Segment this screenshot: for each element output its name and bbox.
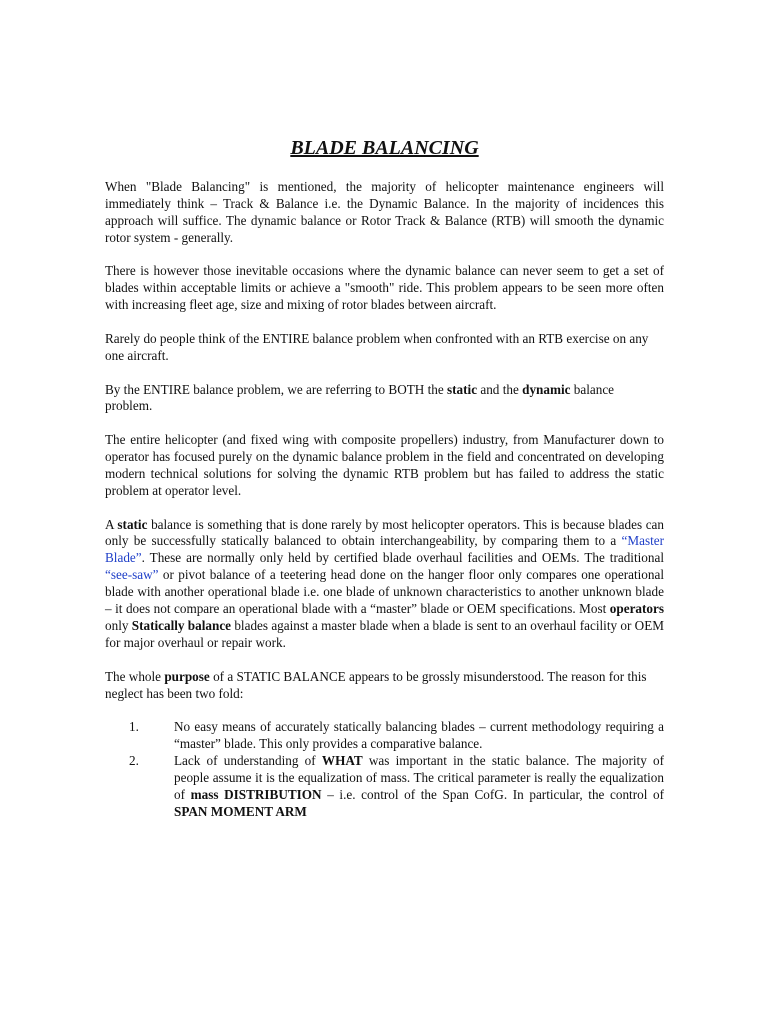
bold-text: static xyxy=(117,516,148,532)
text-run: By the ENTIRE balance problem, we are referring to BOTH the xyxy=(105,381,448,397)
bold-text: static xyxy=(447,381,478,397)
bold-text: WHAT xyxy=(321,753,363,769)
paragraph xyxy=(105,382,664,416)
highlighted-text: “see-saw” xyxy=(105,567,159,583)
paragraph xyxy=(105,331,664,365)
text-run: only xyxy=(105,618,132,634)
bold-text: mass DISTRIBUTION xyxy=(190,786,322,802)
list-item xyxy=(105,753,664,821)
text-run: Rarely do people think of the ENTIRE balance problem when confronted with an RTB exercise on any one aircraft. xyxy=(105,330,649,363)
text-run: The entire helicopter (and fixed wing with composite propellers) industry, from Manufacturer down to operator has focused purely on the dynamic balance problem in the field and concentrated on developing modern technical solutions for solving the dynamic RTB problem but has failed to address the static problem at operator level. xyxy=(105,432,664,498)
paragraph xyxy=(105,669,664,703)
numbered-list xyxy=(105,719,664,820)
text-run: Lack of understanding of xyxy=(174,753,322,769)
text-run: When "Blade Balancing" is mentioned, the majority of helicopter maintenance engineers will immediately think – Track & Balance i.e. the Dynamic Balance. In the majority of incidences this approach will suffice. The dynamic balance or Rotor Track & Balance (RTB) will smooth the dynamic rotor system - generally. xyxy=(105,179,664,245)
body-paragraphs xyxy=(105,179,664,702)
list-number: 1. xyxy=(129,719,139,735)
bold-text: purpose xyxy=(164,668,210,684)
text-run: No easy means of accurately statically balancing blades – current methodology requiring a “master” blade. This only provides a comparative balance. xyxy=(174,719,664,752)
bold-text: operators xyxy=(609,601,664,617)
list-item-text xyxy=(174,719,664,751)
bold-text: Statically balance xyxy=(131,618,232,634)
text-run: blades against a master blade when a blade is sent to an overhaul facility or OEM for major overhaul or repair work. xyxy=(105,618,664,650)
text-run: The whole xyxy=(105,668,165,684)
text-run: There is however those inevitable occasions where the dynamic balance can never seem to get a set of blades within acceptable limits or achieve a "smooth" ride. This problem appears to be seen more often with increasing fleet age, size and mixing of rotor blades between aircraft. xyxy=(105,263,664,313)
list-item xyxy=(105,719,664,753)
paragraph xyxy=(105,517,664,652)
text-run: and the xyxy=(477,381,523,397)
document-page xyxy=(105,136,664,821)
bold-text: SPAN MOMENT ARM xyxy=(174,803,307,819)
text-run: or pivot balance of a teetering head done on the hanger floor only compares one operational blade with another operational blade i.e. one blade of unknown characteristics to another unknown blade – it does not compare an operational blade with a “master” blade or OEM specifications. Most xyxy=(105,567,664,617)
text-run: was important in the static balance. The majority of people assume it is the equalization of mass. The critical parameter is really the equalization of xyxy=(174,753,664,802)
paragraph xyxy=(105,179,664,247)
text-run: balance problem. xyxy=(105,381,615,414)
text-run: . These are normally only held by certified blade overhaul facilities and OEMs. The traditional xyxy=(141,550,664,566)
text-run: A xyxy=(105,516,118,532)
bold-text: dynamic xyxy=(522,381,571,397)
text-run: of a STATIC BALANCE appears to be grossly misunderstood. The reason for this neglect has been two fold: xyxy=(105,668,647,701)
document-title: BLADE BALANCING xyxy=(290,137,479,159)
highlighted-text: “Master Blade” xyxy=(105,533,664,566)
list-item-text xyxy=(174,753,664,819)
list-number: 2. xyxy=(129,753,139,769)
text-run: – i.e. control of the Span CofG. In particular, the control of xyxy=(321,786,664,802)
paragraph xyxy=(105,263,664,314)
text-run: balance is something that is done rarely by most helicopter operators. This is because blades can only be successfully statically balanced to obtain interchangeability, by comparing them to a xyxy=(105,516,665,549)
paragraph xyxy=(105,432,664,500)
